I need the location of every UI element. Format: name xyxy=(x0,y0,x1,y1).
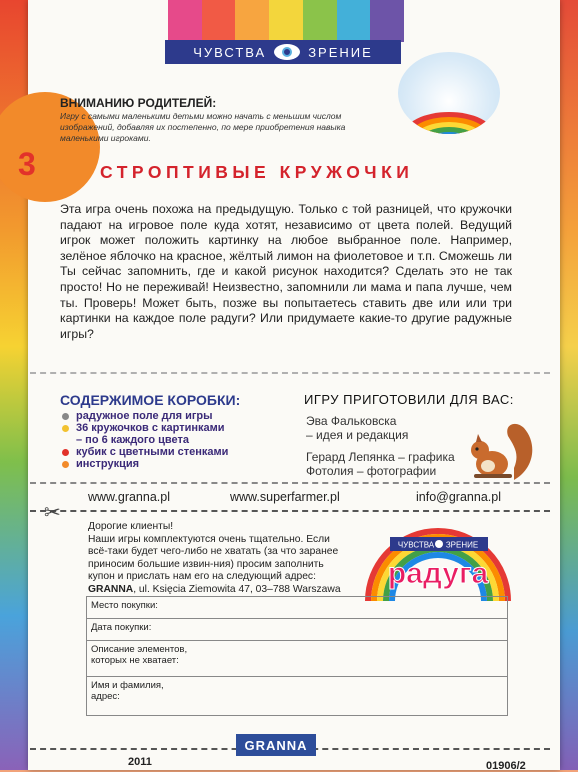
box-contents-title: СОДЕРЖИМОЕ КОРОБКИ: xyxy=(60,392,241,408)
parents-title: ВНИМАНИЮ РОДИТЕЛЕЙ: xyxy=(60,96,217,110)
brand-right: ЗРЕНИЕ xyxy=(308,44,373,60)
field-date-label: Дата покупки: xyxy=(91,622,152,633)
field-place[interactable] xyxy=(87,597,507,619)
game-description: Эта игра очень похожа на предыдущую. Только с той разницей, что кружочки падают на игровое поле куда хотят, независимо от цвета полей. Ведущий игрок может положить картинку на любое выбранное поле. Например, зелёное яблочко на красное, жёлтый лимон на фиолетовое и т.п. Сможешь ли Ты сейчас запомнить, где и какой рисунок находится? Сделать это не так просто! Но не переживай! Неизвестно, запомнили ли мама и папа лучше, чем ты. Проверь! Может быть, позже вы попытаетесь ставить две или или три картинки на каждое поле радуги? Или придумаете какие-то другие радужные игры? xyxy=(60,202,512,341)
bullet-icon xyxy=(62,461,69,468)
box-contents-list xyxy=(60,410,228,470)
color-stripe xyxy=(337,0,371,42)
field-name-label-2: адрес: xyxy=(91,691,120,702)
link-granna[interactable]: www.granna.pl xyxy=(88,490,170,504)
coupon-text xyxy=(88,521,350,596)
box-item xyxy=(60,434,228,446)
brand-banner xyxy=(165,40,401,64)
bullet-icon xyxy=(62,425,69,432)
parents-text: Игру с самыми маленькими детьми можно начать с меньшим числом изображений, добавляя их постепенно, по мере приобретения навыка маленькими игроками. xyxy=(60,111,346,143)
link-superfarmer[interactable]: www.superfarmer.pl xyxy=(230,490,340,504)
credit-graphics: Герард Лепянка – графика xyxy=(306,450,455,464)
coupon-form xyxy=(86,596,508,716)
box-item xyxy=(60,410,228,422)
bullet-icon xyxy=(62,449,69,456)
color-stripe xyxy=(303,0,337,42)
color-stripe xyxy=(168,0,202,42)
field-place-label: Место покупки: xyxy=(91,600,158,611)
coupon-greeting: Дорогие клиенты! xyxy=(88,521,174,532)
eye-icon xyxy=(274,44,300,60)
color-stripe xyxy=(235,0,269,42)
field-name[interactable] xyxy=(87,677,507,715)
product-code: 01906/2 xyxy=(486,760,526,772)
scissors-icon: ✂ xyxy=(44,502,61,524)
logo-word: радуга xyxy=(387,557,489,590)
box-item xyxy=(60,446,228,458)
field-date[interactable] xyxy=(87,619,507,641)
box-item-text: инструкция xyxy=(76,458,140,470)
field-missing-label-2: которых не хватает: xyxy=(91,655,179,666)
coupon-body: Наши игры комплектуются очень тщательно. Если всё-таки будет чего-либо не хватать (за что заранее приносим большие извин-ния) просим заполнить купон и прислать нам его на следующий адрес: xyxy=(88,533,339,582)
link-email[interactable]: info@granna.pl xyxy=(416,490,501,504)
field-missing-label-1: Описание элементов, xyxy=(91,644,188,655)
box-item-text: радужное поле для игры xyxy=(76,410,213,422)
game-title: СТРОПТИВЫЕ КРУЖОЧКИ xyxy=(100,162,414,182)
field-missing[interactable] xyxy=(87,641,507,677)
divider-links xyxy=(30,482,550,484)
game-number: 3 xyxy=(18,146,36,182)
field-name-label-1: Имя и фамилия, xyxy=(91,680,164,691)
color-stripe xyxy=(269,0,303,42)
credit-photos: Фотолия – фотографии xyxy=(306,464,437,478)
box-item-text: 36 кружочков с картинками xyxy=(76,422,225,434)
bullet-icon xyxy=(62,413,69,420)
credit-author-role: – идея и редакция xyxy=(306,428,409,442)
box-item-text: кубик с цветными стенками xyxy=(76,446,229,458)
granna-logo: GRANNA xyxy=(236,734,316,756)
box-item-text: – по 6 каждого цвета xyxy=(76,434,189,446)
divider xyxy=(30,372,550,374)
credits xyxy=(306,414,455,478)
color-stripe xyxy=(370,0,404,42)
coupon-company: GRANNA xyxy=(88,583,134,595)
coupon-address xyxy=(88,584,350,597)
credits-title: ИГРУ ПРИГОТОВИЛИ ДЛЯ ВАС: xyxy=(304,392,514,407)
color-stripe xyxy=(202,0,236,42)
cut-line xyxy=(30,510,550,512)
brand-left: ЧУВСТВА xyxy=(193,44,267,60)
rainbow-image xyxy=(398,52,500,134)
logo-brand-right: ЗРЕНИЕ xyxy=(445,540,479,550)
squirrel-icon xyxy=(464,414,536,484)
box-item xyxy=(60,458,228,470)
color-stripes xyxy=(168,0,404,42)
logo-brand-left: ЧУВСТВА xyxy=(397,540,435,550)
credit-author: Эва Фальковска xyxy=(306,414,397,428)
year: 2011 xyxy=(128,756,152,768)
coupon-street: , ul. Księcia Ziemowita 47, 03–788 Warszawa xyxy=(133,583,341,595)
box-item xyxy=(60,422,228,434)
raduga-logo xyxy=(364,527,512,601)
